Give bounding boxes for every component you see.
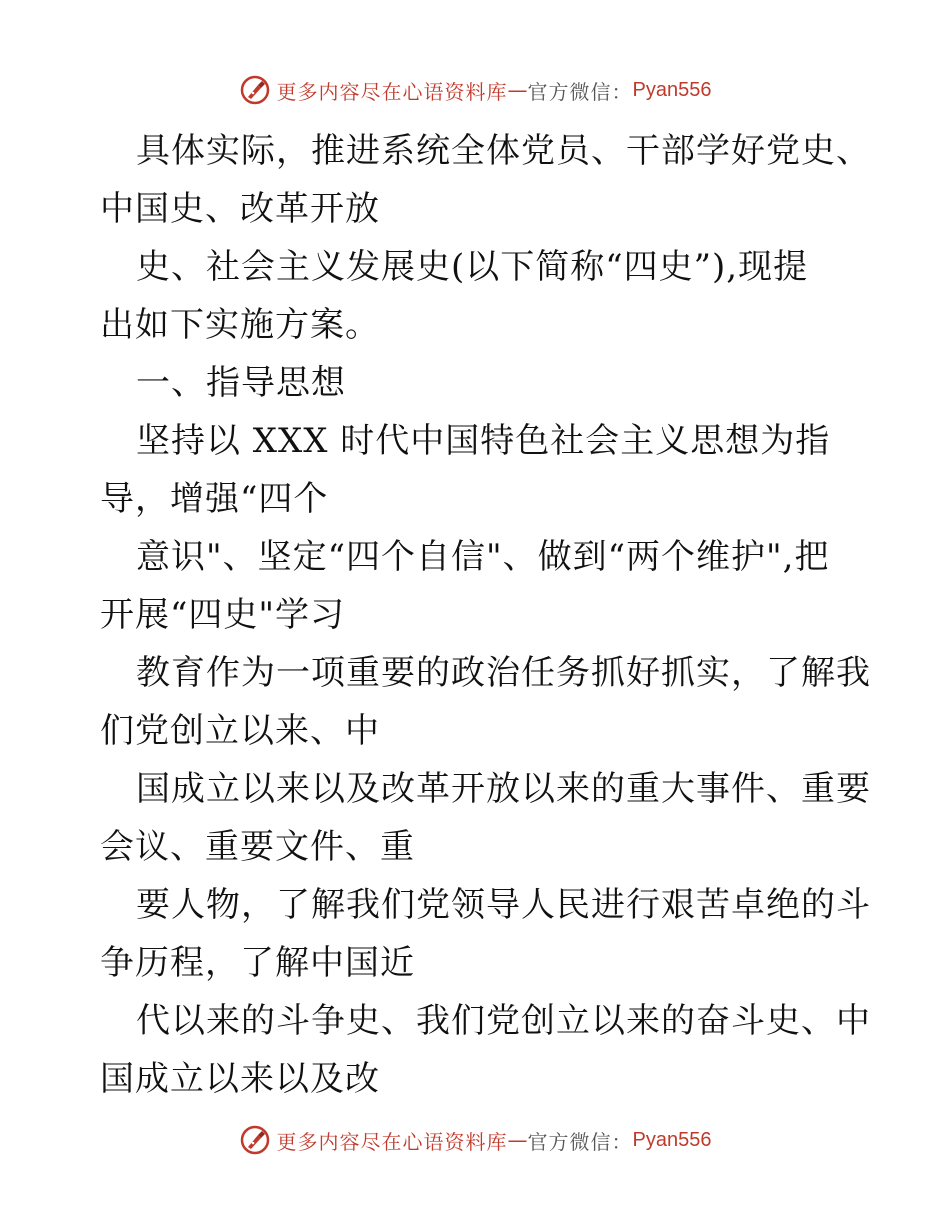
body-line: 中国史、改革开放 xyxy=(100,189,380,229)
body-line: 出如下实施方案。 xyxy=(100,305,380,345)
banner-wechat-id: Pyan556 xyxy=(632,1128,712,1151)
document-body xyxy=(100,122,871,1108)
body-line: 国成立以来以及改 xyxy=(100,1059,380,1099)
banner-lead-text: 更多内容尽在心语资料库 xyxy=(276,1129,508,1154)
body-line: 坚持以 XXX 时代中国特色社会主义思想为指 xyxy=(136,421,831,461)
pen-nib-logo-icon xyxy=(239,1124,271,1156)
body-line: 教育作为一项重要的政治任务抓好抓实，了解我 xyxy=(136,653,871,693)
body-line: 史、社会主义发展史(以下简称“四史”),现提 xyxy=(136,247,809,287)
body-line: 们党创立以来、中 xyxy=(100,711,380,751)
footer-banner xyxy=(0,1120,950,1160)
banner-lead-text: 更多内容尽在心语资料库 xyxy=(276,79,508,104)
body-line: 开展“四史"学习 xyxy=(100,595,346,635)
banner-wechat-label: 官方微信： xyxy=(527,79,633,104)
body-line: 国成立以来以及改革开放以来的重大事件、重要 xyxy=(136,769,871,809)
header-banner xyxy=(0,70,950,110)
pen-nib-logo-icon xyxy=(239,74,271,106)
body-line: 意识"、坚定“四个自信"、做到“两个维护",把 xyxy=(136,537,830,577)
body-line: 争历程，了解中国近 xyxy=(100,943,415,983)
banner-wechat-id: Pyan556 xyxy=(632,78,712,101)
section-heading: 一、指导思想 xyxy=(136,363,346,403)
body-line: 代以来的斗争史、我们党创立以来的奋斗史、中 xyxy=(136,1001,871,1041)
body-line: 会议、重要文件、重 xyxy=(100,827,415,867)
body-line: 具体实际，推进系统全体党员、干部学好党史、 xyxy=(136,131,871,171)
body-line: 要人物，了解我们党领导人民进行艰苦卓绝的斗 xyxy=(136,885,871,925)
banner-separator: — xyxy=(507,78,528,102)
banner-wechat-label: 官方微信： xyxy=(527,1129,633,1154)
body-line: 导，增强“四个 xyxy=(100,479,329,519)
banner-separator: — xyxy=(507,1128,528,1152)
